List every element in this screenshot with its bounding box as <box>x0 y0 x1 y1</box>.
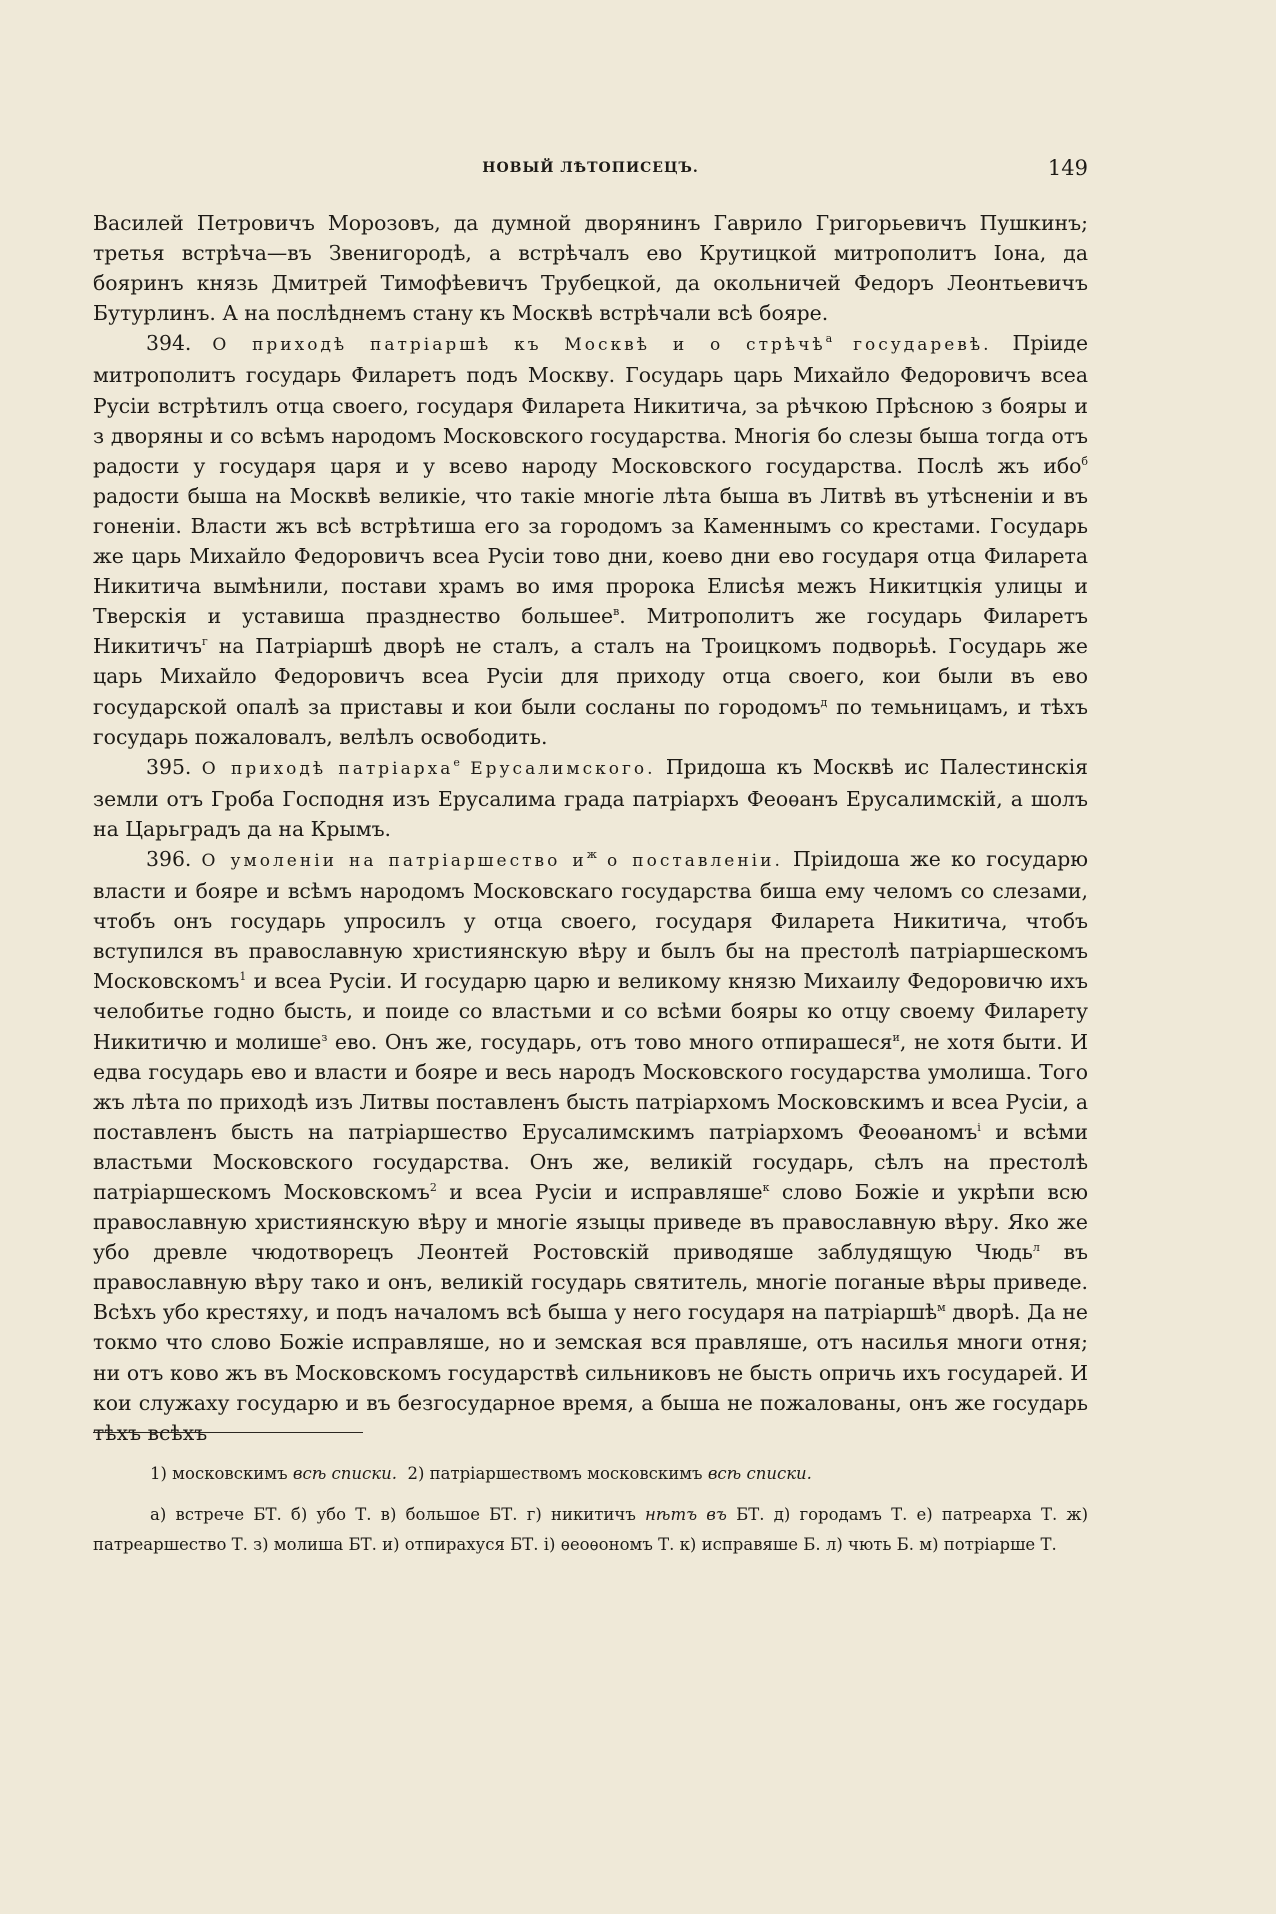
section-394: 394. О приходѣ патріаршѣ къ Москвѣ и о стрѣчѣ$^а$ государевѣ. Пріиде митрополитъ государь Филаретъ подъ Москву. Государь царь Михайло Федоровичъ всеа Русіи встрѣтилъ отца своего, государя Филарета Никитича, за рѣчкою Прѣсною з бояры и з дворяны и со всѣмъ народомъ Московского государства. Многія бо слезы быша тогда отъ радости у государя царя и у всево народу Московского государства. Послѣ жъ ибо$^б$ радости быша на Москвѣ великіе, что такіе многіе лѣта быша въ Литвѣ въ утѣсненіи и въ гоненіи. Власти жъ всѣ встрѣтиша его за городомъ за Каменнымъ со крестами. Государь же царь Михайло Федоровичъ всеа Русіи тово дни, коево дни ево государя отца Филарета Никитича вымѣнили, постави храмъ во имя пророка Елисѣя межъ Никитцкія улицы и Тверскія и уставиша празднество большее$^в$. Митрополитъ же государь Филаретъ Никитичъ$^г$ на Патріаршѣ дворѣ не сталъ, а сталъ на Троицкомъ подворьѣ. Государь же царь Михайло Федоровичъ всеа Русіи для приходу отца своего, кои были въ ево государской опалѣ за приставы и кои были сосланы по городомъ$^д$ по темьницамъ, и тѣхъ государь пожаловалъ, велѣлъ освободить. <box>93 331 1089 749</box>
running-title: НОВЫЙ ЛѢТОПИСЕЦЪ. <box>482 160 699 176</box>
section-title: О приходѣ патріаршѣ къ Москвѣ и о стрѣчѣ <box>212 335 826 356</box>
numbered-footnotes: 1) московскимъ всѣ списки. 2) патріаршествомъ московскимъ всѣ списки. <box>150 1464 812 1483</box>
section-number: 396. <box>146 846 192 871</box>
page-number: 149 <box>1047 156 1088 180</box>
section-396: 396. О умоленіи на патріаршество $и^ж$ о поставленіи. Пріидоша же ко государю власти и бояре и всѣмъ народомъ Московскаго государства биша ему челомъ со слезами, чтобъ онъ государь упросилъ у отца своего, государя Филарета Никитича, чтобъ вступился въ православную християнскую вѣру и былъ бы на престолѣ патріаршескомъ Московскомъ$^1$ и всеа Русіи. И государю царю и великому князю Михаилу Федоровичю ихъ челобитье годно бысть, и поиде со властьми и со всѣми бояры ко отцу своему Филарету Никитичю и молише$^з$ ево. Онъ же, государь, отъ тово много отпирашеся$^и$, не хотя быти. И едва государь ево и власти и бояре и весь народъ Московского государства умолиша. Того жъ лѣта по приходѣ изъ Литвы поставленъ бысть патріархомъ Московскимъ и всеа Русіи, а поставленъ бысть на патріаршество Ерусалимскимъ патріархомъ Феоѳаномъ$^і$ и всѣми властьми Московского государства. Онъ же, великій государь, сѣлъ на престолѣ патріаршескомъ Московскомъ$^2$ и всеа Русіи и исправляше$^к$ слово Божіе и укрѣпи всю православную християнскую вѣру и многіе языцы приведе въ православную вѣру. Яко же убо древле чюдотворецъ Леонтей Ростовскій приводяше заблудящую Чюдь$^л$ въ православную вѣру тако и онъ, великій государь святитель, многіе поганые вѣры приведе. Всѣхъ убо крестяху, и подъ началомъ всѣ быша у него государя на патріаршѣ$^м$ дворѣ. Да не токмо что слово Божіе исправляше, но и земская вся правляше, отъ насилья многи отня; ни отъ ково жъ въ Московскомъ государствѣ сильниковъ не бысть опричь ихъ государей. И кои служаху государю и въ безгосударное время, а быша не пожалованы, онъ же государь тѣхъ всѣхъ <box>93 846 1089 1445</box>
footnote-ref: и <box>892 1030 900 1044</box>
footnote-ref: д <box>820 695 828 709</box>
footnote-ref: ж <box>586 848 597 862</box>
section-number: 395. <box>146 754 192 779</box>
section-title: государевѣ. <box>853 335 992 356</box>
main-text <box>93 208 1088 1448</box>
section-number: 394. <box>146 331 192 356</box>
footnote-ref: м <box>937 1301 946 1315</box>
footnote-ref: а <box>825 332 833 346</box>
section-395: 395. О приходѣ патріарха$^е$ Ерусалимского. Придоша къ Москвѣ ис Палестинскія земли отъ Гроба Господня изъ Ерусалима града патріархъ Феоѳанъ Ерусалимскій, а шолъ на Царьградъ да на Крымъ. <box>93 754 1089 841</box>
footnotes <box>93 1460 1088 1560</box>
footnote-ref: з <box>321 1030 328 1044</box>
paragraph-continuation: Василей Петровичъ Морозовъ, да думной дворянинъ Гаврило Григорьевичъ Пушкинъ; третья встрѣча—въ Звенигородѣ, а встрѣчалъ ево Крутицкой митрополитъ Іона, да бояринъ князь Дмитрей Тимофѣевичъ Трубецкой, да окольничей Федоръ Леонтьевичъ Бутурлинъ. А на послѣднемъ стану къ Москвѣ встрѣчали всѣ бояре. <box>93 211 1088 326</box>
footnote-ref: 2 <box>429 1181 437 1195</box>
footnote-ref: к <box>762 1181 770 1195</box>
footnote-ref: г <box>202 635 208 649</box>
variant-readings: а) встрече БТ. б) убо Т. в) большое БТ. г) никитичъ нѣтъ въ БТ. д) городамъ Т. е) патреарха Т. ж) патреаршество Т. з) молиша БТ. и) отпирахуся БТ. і) ѳеоѳономъ Т. к) исправяше Б. л) чють Б. м) потріарше Т. <box>93 1505 1089 1554</box>
page-header <box>93 156 1088 186</box>
footnote-ref: 1 <box>239 970 247 984</box>
section-title: О приходѣ патріарха <box>201 758 454 779</box>
section-title: Ерусалимского. <box>470 758 656 779</box>
footnote-ref: і <box>977 1121 981 1135</box>
footnote-ref: е <box>453 755 460 769</box>
footnote-ref: б <box>1081 454 1088 468</box>
footnote-ref: в <box>613 605 620 619</box>
footnote-ref: л <box>1032 1241 1040 1255</box>
section-title: о поставленіи. <box>607 850 783 871</box>
section-title: О умоленіи на патріаршество и <box>201 850 587 871</box>
footnote-divider <box>93 1432 363 1433</box>
